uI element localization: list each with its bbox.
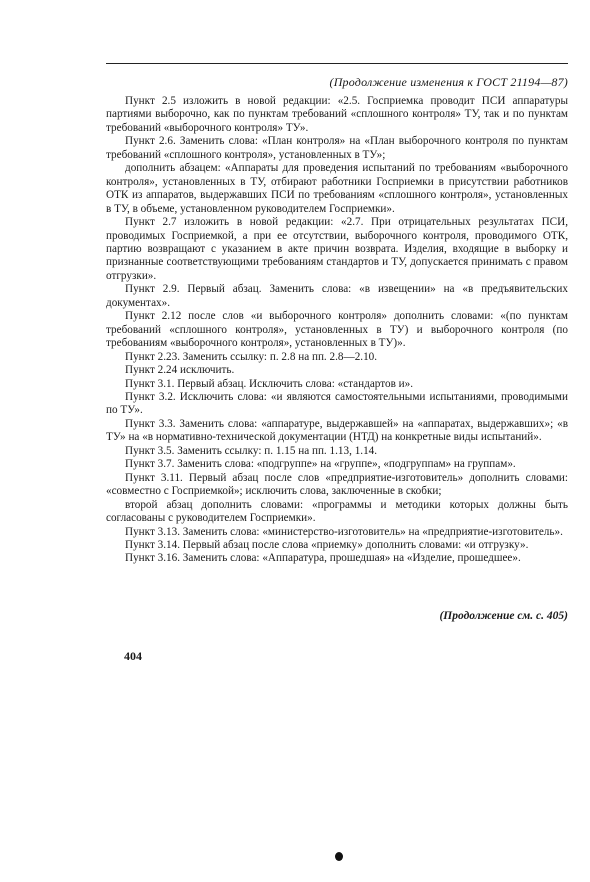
paragraph: Пункт 3.11. Первый абзац после слов «предприятие-изготовитель» дополнить словами: «совместно с Госприемкой»; исключить слова, заключенные в скобки; [106,471,568,498]
paragraph: Пункт 2.23. Заменить ссылку: п. 2.8 на пп. 2.8—2.10. [125,350,378,363]
paragraph: Пункт 3.14. Первый абзац после слова «приемку» дополнить словами: «и отгрузку». [125,538,529,551]
paragraph: Пункт 2.6. Заменить слова: «План контроля» на «План выборочного контроля по пунктам требований «сплошного контроля», установленных в ТУ»; [106,135,568,161]
paragraph: Пункт 3.2. Исключить слова: «и являются самостоятельными испытаниями, проводимыми по ТУ». [106,390,568,417]
continuation-header: (Продолжение изменения к ГОСТ 21194—87) [329,75,568,89]
paragraph: дополнить абзацем: «Аппараты для проведения испытаний по требованиям «выборочного контроля», установленных в ТУ, отбирают работники Госприемки в присутствии работников ОТК из аппаратов, выдержавших ПСИ по требованиям «сплошного контроля», установленных в ТУ, в объеме, установленном руководителем Госприемки». [106,162,568,215]
paragraph: Пункт 3.1. Первый абзац. Исключить слова: «стандартов и». [125,377,414,390]
paragraph: Пункт 2.24 исключить. [125,364,235,377]
page-number: 404 [124,649,142,663]
paragraph: Пункт 3.13. Заменить слова: «министерство-изготовитель» на «предприятие-изготовитель». [125,525,563,538]
paragraph: Пункт 2.9. Первый абзац. Заменить слова: «в извещении» на «в предъявительских документах». [106,283,568,309]
paragraph: Пункт 3.16. Заменить слова: «Аппаратура, прошедшая» на «Изделие, прошедшее». [125,552,521,565]
ink-dot [335,852,343,861]
paragraph: Пункт 2.7 изложить в новой редакции: «2.7. При отрицательных результатах ПСИ, проводимых Госприемкой, а при ее отсутствии, выборочного контроля, проводимого ОТК, партию возвращают с указанием в акте причин возврата. Изделия, входящие в выборку и признанные соответствующими требованиям стандартов и ТУ, допускается принимать с правом отгрузки». [106,216,568,282]
paragraph: второй абзац дополнить словами: «программы и методики которых должны быть согласованы с руководителем Госприемки». [106,498,568,525]
paragraph: Пункт 2.5 изложить в новой редакции: «2.5. Госприемка проводит ПСИ аппаратуры партиями выборочно, как по пунктам требований «сплошного контроля» ТУ, так и по пунктам требований «выборочного контроля» ТУ». [106,95,568,134]
header-rule [106,63,568,64]
continuation-footer: (Продолжение см. с. 405) [439,610,568,622]
paragraph: Пункт 3.3. Заменить слова: «аппаратуре, выдержавшей» на «аппаратах, выдержавших»; «в ТУ» на «в нормативно-технической документации (НТД) на конкретные виды испытаний». [106,417,568,444]
document-body [106,95,568,566]
paragraph: Пункт 3.5. Заменить ссылку: п. 1.15 на пп. 1.13, 1.14. [125,444,378,457]
paragraph: Пункт 3.7. Заменить слова: «подгруппе» на «группе», «подгруппам» на группам». [125,458,516,471]
paragraph: Пункт 2.12 после слов «и выборочного контроля» дополнить словами: «(по пунктам требований «сплошного контроля», установленных в ТУ) и выборочного контроля (по требованиям «выборочного контроля», установленных в ТУ)». [106,310,568,350]
